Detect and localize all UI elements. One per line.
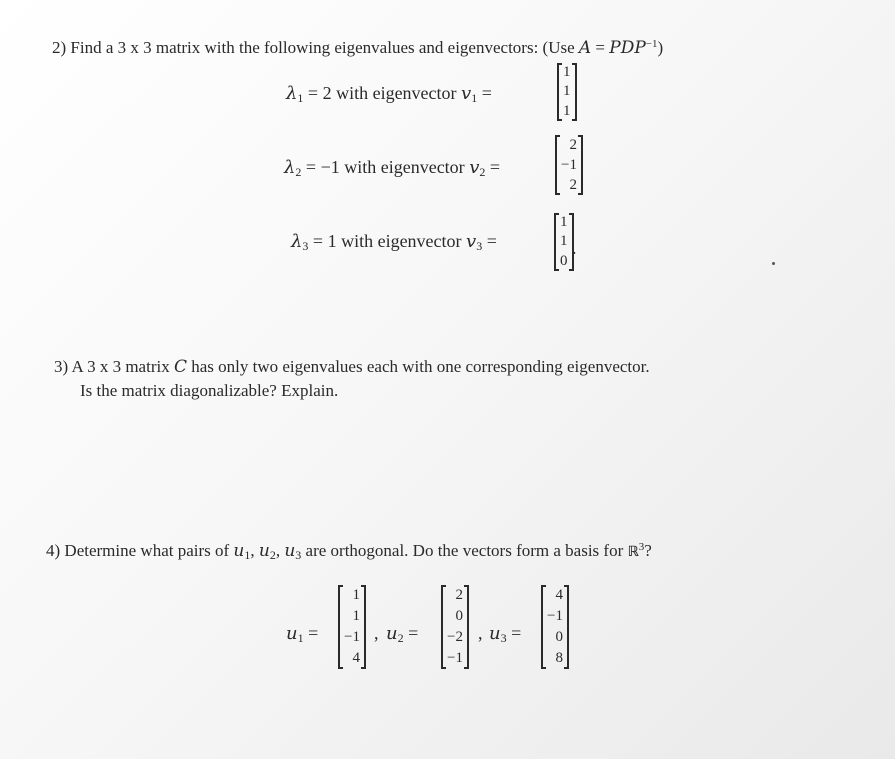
eigen-line-3 [291,231,497,254]
equals-sign: = [486,231,497,251]
matrix-entry: 8 [555,650,563,666]
q2-formula-close: ) [657,38,664,57]
vector-symbol: v [469,157,480,178]
eigen-line-1 [286,83,492,106]
q2-heading [52,38,663,58]
vector-name: u [489,623,501,644]
q2-formula-exp: −1 [645,38,658,50]
vector-name: u [286,623,298,644]
matrix-entry: 2 [569,176,577,193]
eigenvalue-text: = 1 with eigenvector [312,231,462,251]
matrix-entry: 4 [555,587,563,603]
u2-subscript: 2 [269,548,276,562]
u3-symbol: u [284,541,296,561]
q4-text-b: are orthogonal. Do the vectors form a basis for [305,541,624,560]
vector-subscript: 2 [397,631,404,645]
q4-text-a: Determine what pairs of [64,541,230,560]
real-numbers-symbol: ℝ [627,544,639,560]
matrix-entry: 0 [455,608,463,624]
vector-trailing-period: . [572,238,577,258]
u1-subscript: 1 [244,548,251,562]
q4-heading [46,541,652,563]
equals-sign: = [511,623,522,643]
u1-symbol: u [233,541,245,561]
matrix-entry: −1 [547,608,563,624]
matrix-entry: 1 [563,64,571,81]
u3-subscript: 3 [295,548,302,562]
eigenvalue-text: = 2 with eigenvector [307,83,457,103]
matrix-entry: 0 [555,629,563,645]
matrix-entry: −2 [447,629,463,645]
matrix-entry: 1 [352,587,360,603]
real-exponent: 3 [638,541,645,553]
eigenvalue-text: = −1 with eigenvector [305,157,465,177]
equals-sign: = [408,623,419,643]
separator: , [250,541,255,560]
matrix-entry: 4 [352,650,360,666]
u1-label [286,623,318,646]
eigen-line-2 [284,157,500,180]
matrix-entry: 1 [563,83,571,100]
u2-trailing-comma: , [478,623,483,643]
vector-subscript: 2 [479,165,486,179]
lambda-subscript: 1 [297,91,304,105]
vector-subscript: 3 [476,239,483,253]
u2-symbol: u [258,541,270,561]
matrix-entry: 0 [560,252,568,269]
lambda-symbol: λ [291,231,303,252]
q4-number: 4) [46,541,61,560]
q3-line-1 [54,357,650,377]
matrix-entry: 2 [455,587,463,603]
q2-number: 2) [52,38,67,57]
q3-line-2: Is the matrix diagonalizable? Explain. [80,381,339,400]
u2-matrix [441,585,469,669]
lambda-symbol: λ [286,83,298,104]
eigenvector-matrix-3 [554,213,574,271]
u1-matrix [338,585,366,669]
eigenvector-matrix-2 [555,135,583,195]
q2-formula-pdp: PDP [609,38,646,58]
matrix-entry: 2 [569,136,577,153]
vector-symbol: v [466,231,477,252]
matrix-entry: 1 [560,233,568,250]
eigenvector-matrix-1 [557,63,577,121]
vector-subscript: 1 [297,631,304,645]
u3-label [489,623,521,646]
u2-label [386,623,418,646]
vector-name: u [386,623,398,644]
equals-sign: = [481,83,492,103]
q3-text-b: has only two eigenvalues each with one corresponding eigenvector. [191,357,650,376]
q3-matrix-c: C [173,357,187,377]
u1-trailing-comma: , [374,623,379,643]
u3-matrix [541,585,569,669]
matrix-entry: −1 [447,650,463,666]
equals-sign: = [308,623,319,643]
question-mark: ? [644,541,652,560]
matrix-entry: 1 [563,102,571,119]
q3-text-a: A 3 x 3 matrix [71,357,170,376]
matrix-entry: −1 [344,629,360,645]
lambda-subscript: 2 [295,165,302,179]
q2-formula-a: A [578,38,592,58]
matrix-entry: 1 [560,214,568,231]
stray-mark [772,262,775,265]
matrix-entry: −1 [561,156,577,173]
vector-subscript: 3 [500,631,507,645]
matrix-entry: 1 [352,608,360,624]
vector-subscript: 1 [471,91,478,105]
lambda-symbol: λ [284,157,296,178]
separator: , [275,541,281,560]
vector-symbol: v [461,83,472,104]
q3-number: 3) [54,357,69,376]
q2-text: Find a 3 x 3 matrix with the following eigenvalues and eigenvectors: (Use [70,38,575,57]
q2-formula-eq: = [595,38,606,57]
equals-sign: = [489,157,501,177]
lambda-subscript: 3 [302,239,309,253]
